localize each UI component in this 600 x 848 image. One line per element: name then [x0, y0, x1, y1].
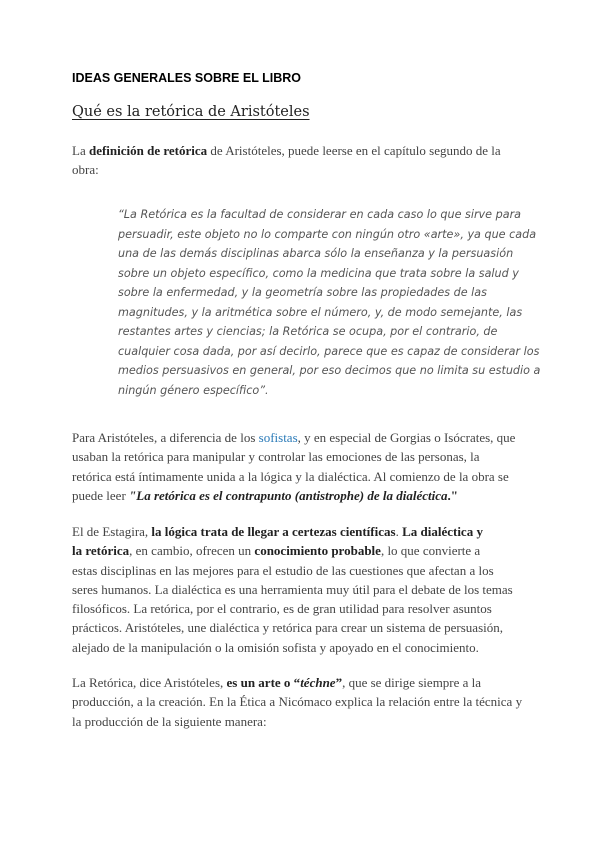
bold-text: La dialéctica y — [402, 524, 483, 539]
bold-text: ” — [335, 675, 343, 690]
text: . — [395, 524, 403, 539]
text: , y en especial de Gorgias o Isócrates, que — [297, 430, 516, 445]
text: , en cambio, ofrecen un — [129, 543, 255, 559]
text: puede leer — [72, 487, 130, 503]
paragraph-line: filosóficos. La retórica, por el contrario, es de gran utilidad para resolver asuntos — [72, 601, 492, 617]
text: Para Aristóteles, a diferencia de los — [72, 430, 259, 445]
paragraph-line: prácticos. Aristóteles, une dialéctica y retórica para crear un sistema de persuasión, — [72, 620, 503, 636]
text: , que se dirige siempre a la — [342, 675, 482, 690]
text: El de Estagira, — [72, 524, 152, 539]
paragraph-estagira — [72, 522, 532, 657]
paragraph-line: obra: — [72, 162, 99, 178]
quote-line: medios persuasivos en general, por eso decimos que no limita su estudio a — [118, 364, 541, 377]
quote-line: cualquier cosa dada, por así decirlo, parece que es capaz de considerar los — [118, 344, 540, 358]
paragraph-line: estas disciplinas en las mejores para el estudio de las cuestiones que afectan a los — [72, 562, 494, 578]
bold-text: la retórica — [72, 543, 130, 559]
paragraph-definition — [72, 141, 532, 180]
paragraph-line — [72, 486, 532, 505]
paragraph-line: alejado de la manipulación o la omisión sofista y apoyado en el conocimiento. — [72, 639, 479, 655]
section-label: IDEAS GENERALES SOBRE EL LIBRO — [72, 71, 301, 85]
bold-text: definición de retórica — [88, 143, 208, 158]
quote-line: magnitudes, y la aritmética sobre el número, y, de modo semejante, las — [118, 305, 523, 319]
text: La — [72, 143, 89, 158]
bold-italic-quote: "La retórica es el contrapunto (antistrophe) de la dialéctica — [129, 487, 448, 503]
bold-text: la lógica trata de llegar a certezas científicas — [151, 524, 396, 539]
paragraph-sofistas — [72, 428, 532, 505]
paragraph-line — [72, 428, 532, 447]
bold-text: es un arte o “ — [226, 675, 301, 690]
paragraph-line: seres humanos. La dialéctica es una herramienta muy útil para el debate de los temas — [72, 581, 513, 597]
sofistas-link[interactable]: sofistas — [258, 430, 298, 445]
bold-italic-text: téchne — [300, 675, 336, 690]
quote-line: restantes artes y ciencias; la Retórica se ocupa, por el contrario, de — [118, 325, 498, 338]
text: , lo que convierte a — [380, 543, 481, 559]
paragraph-techne — [72, 673, 532, 731]
paragraph-line: la producción de la siguiente manera: — [72, 713, 267, 729]
paragraph-line — [72, 141, 532, 160]
quote-line: sobre la enfermedad, y la geometría sobre las propiedades de las — [118, 286, 487, 299]
section-heading: Qué es la retórica de Aristóteles — [72, 104, 310, 120]
paragraph-line — [72, 673, 532, 692]
paragraph-line: usaban la retórica para manipular y controlar las emociones de las personas, la — [72, 449, 480, 465]
paragraph-line — [72, 522, 532, 541]
paragraph-line — [72, 541, 532, 560]
text: de Aristóteles, puede leerse en el capítulo segundo de la — [207, 143, 501, 158]
quote-line: ningún género específico”. — [118, 383, 269, 397]
quote-line: sobre un objeto específico, como la medicina que trata sobre la salud y — [118, 266, 519, 280]
paragraph-line: producción, a la creación. En la Ética a Nicómaco explica la relación entre la técnica y — [72, 694, 523, 710]
quote-line: “La Retórica es la facultad de considerar en cada caso lo que sirve para — [118, 208, 522, 221]
block-quote — [118, 205, 541, 400]
quote-line: una de las demás disciplinas abarca sólo la enseñanza y la persuasión — [118, 247, 514, 260]
text: La Retórica, dice Aristóteles, — [72, 675, 227, 690]
quote-line: persuadir, este objeto no lo comparte con ningún otro «arte», ya que cada — [118, 227, 537, 241]
bold-text: ." — [447, 487, 458, 503]
paragraph-line: retórica está íntimamente unida a la lógica y la dialéctica. Al comienzo de la obra se — [72, 468, 509, 484]
bold-text: conocimiento probable — [254, 543, 381, 559]
